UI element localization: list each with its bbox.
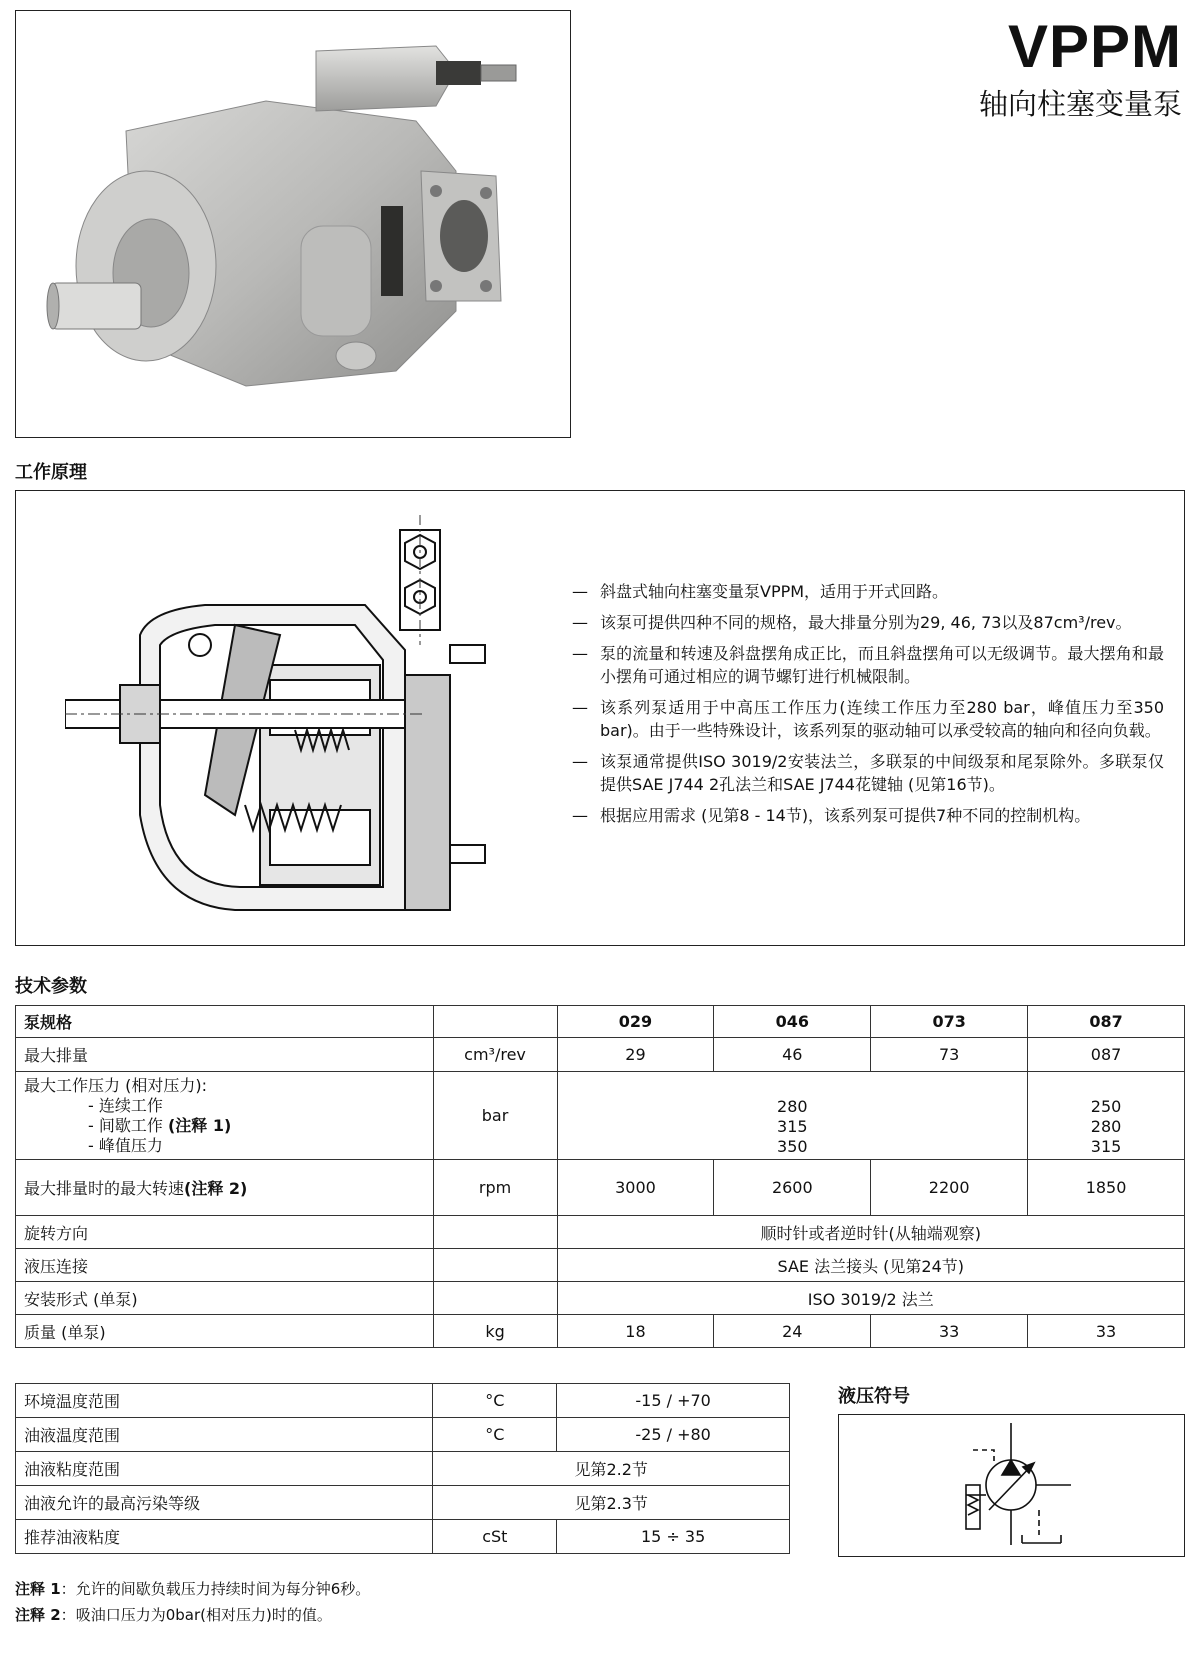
value-cell: 1850 [1028,1160,1185,1216]
value-cell: 2200 [871,1160,1028,1216]
table-row [16,1418,790,1452]
value-cell: 见第2.2节 [433,1452,790,1486]
bullet-item: — 泵的流量和转速及斜盘摆角成正比，而且斜盘摆角可以无级调节。最大摆角和最小摆角可通过相应的调节螺钉进行机械限制。 [572,642,1164,688]
table-row [16,1486,790,1520]
row-label: 质量 (单泵) [16,1315,434,1348]
value-cell: 087 [1028,1038,1185,1072]
bullet-item: — 根据应用需求 (见第8 - 14节)，该系列泵可提供7种不同的控制机构。 [572,804,1164,827]
pressure-value: 280 [777,1097,808,1116]
table-header-cell: 029 [557,1006,714,1038]
row-label: 推荐油液粘度 [16,1520,433,1554]
page-title: VPPM [1007,13,1182,80]
value-cell: 46 [714,1038,871,1072]
table-header-cell: 046 [714,1006,871,1038]
table-row [16,1216,1185,1249]
table-row [16,1006,1185,1038]
table-row [16,1384,790,1418]
table-row [16,1249,1185,1282]
table-row [16,1452,790,1486]
section-heading-principle: 工作原理 [15,462,87,483]
row-label: 油液粘度范围 [16,1452,433,1486]
bullet-item: — 该泵通常提供ISO 3019/2安装法兰，多联泵的中间级泵和尾泵除外。多联泵仅提供SAE J744 2孔法兰和SAE J744花键轴 (见第16节)。 [572,750,1164,796]
unit-cell [433,1216,557,1249]
footnotes [15,1576,370,1628]
unit-cell: kg [433,1315,557,1348]
footnote-sep: ： [60,1606,76,1624]
pressure-label: 最大工作压力 (相对压力): [24,1076,207,1095]
table-header-cell [433,1006,557,1038]
footnote-label: 注释 1 [15,1580,61,1598]
table-header-cell: 泵规格 [16,1006,434,1038]
section-heading-specs: 技术参数 [15,976,87,997]
table-row [16,1282,1185,1315]
row-label: 液压连接 [16,1249,434,1282]
table-row [16,1315,1185,1348]
value-cell: -15 / +70 [557,1384,790,1418]
footnote-sep: ： [60,1580,76,1598]
unit-cell: bar [433,1072,557,1160]
table-row [16,1072,1185,1160]
footnote [15,1576,370,1602]
unit-cell: °C [433,1418,557,1452]
pressure-sub-continuous: - 连续工作 [88,1096,163,1115]
value-cell: 73 [871,1038,1028,1072]
value-cell: 2600 [714,1160,871,1216]
table-header-cell: 073 [871,1006,1028,1038]
value-cell [557,1072,1028,1160]
spec-table [15,1005,1185,1348]
pump-photo [16,11,569,436]
row-label: 安装形式 (单泵) [16,1282,434,1315]
pump-cross-section-drawing [65,515,545,935]
unit-cell: rpm [433,1160,557,1216]
pressure-value: 250 [1090,1097,1122,1116]
unit-cell: cSt [433,1520,557,1554]
value-cell: -25 / +80 [557,1418,790,1452]
unit-cell [433,1282,557,1315]
value-cell: 18 [557,1315,714,1348]
pressure-value: 315 [777,1117,808,1136]
pressure-sub-intermittent [24,1116,425,1136]
table-header-cell: 087 [1028,1006,1185,1038]
value-cell: 见第2.3节 [433,1486,790,1520]
bullet-item: — 该系列泵适用于中高压工作压力(连续工作压力至280 bar，峰值压力至350 bar)。由于一些特殊设计，该系列泵的驱动轴可以承受较高的轴向和径向负载。 [572,696,1164,742]
value-cell: 15 ÷ 35 [557,1520,790,1554]
page-subtitle: 轴向柱塞变量泵 [978,87,1182,121]
speed-label-text: 最大排量时的最大转速 [24,1179,185,1198]
row-label [16,1160,434,1216]
unit-cell: °C [433,1384,557,1418]
row-label: 油液温度范围 [16,1418,433,1452]
pressure-value: 280 [1090,1117,1122,1136]
value-cell: 24 [714,1315,871,1348]
note-ref: (注释 2) [184,1179,248,1198]
principle-bullet-list [572,580,1164,835]
footnote-text: 吸油口压力为0bar(相对压力)时的值。 [75,1606,332,1624]
env-table [15,1383,790,1554]
value-cell: 33 [871,1315,1028,1348]
bullet-item: — 斜盘式轴向柱塞变量泵VPPM，适用于开式回路。 [572,580,1164,603]
product-photo-frame [15,10,571,438]
pressure-value: 315 [1090,1137,1122,1156]
value-cell: 33 [1028,1315,1185,1348]
hydraulic-symbol-box [838,1414,1185,1557]
table-row [16,1520,790,1554]
hydraulic-pump-symbol-icon [839,1415,1183,1555]
row-label: 旋转方向 [16,1216,434,1249]
row-label: 油液允许的最高污染等级 [16,1486,433,1520]
section-heading-symbol: 液压符号 [838,1386,910,1407]
value-cell: 顺时针或者逆时针(从轴端观察) [557,1216,1184,1249]
footnote-text: 允许的间歇负载压力持续时间为每分钟6秒。 [75,1580,371,1598]
value-cell: ISO 3019/2 法兰 [557,1282,1184,1315]
value-cell [1028,1072,1185,1160]
unit-cell: cm³/rev [433,1038,557,1072]
row-label: 环境温度范围 [16,1384,433,1418]
footnote [15,1602,370,1628]
note-ref: (注释 1) [167,1116,232,1135]
row-label: 最大排量 [16,1038,434,1072]
row-label [16,1072,434,1160]
unit-cell [433,1249,557,1282]
table-row [16,1160,1185,1216]
value-cell: 3000 [557,1160,714,1216]
value-cell: 29 [557,1038,714,1072]
table-row [16,1038,1185,1072]
value-cell: SAE 法兰接头 (见第24节) [557,1249,1184,1282]
pressure-value: 350 [777,1137,808,1156]
footnote-label: 注释 2 [15,1606,61,1624]
pressure-sub-intermittent-text: - 间歇工作 [88,1116,168,1135]
bullet-item: — 该泵可提供四种不同的规格，最大排量分别为29, 46, 73以及87cm³/rev。 [572,611,1164,634]
pressure-sub-peak: - 峰值压力 [88,1136,163,1155]
